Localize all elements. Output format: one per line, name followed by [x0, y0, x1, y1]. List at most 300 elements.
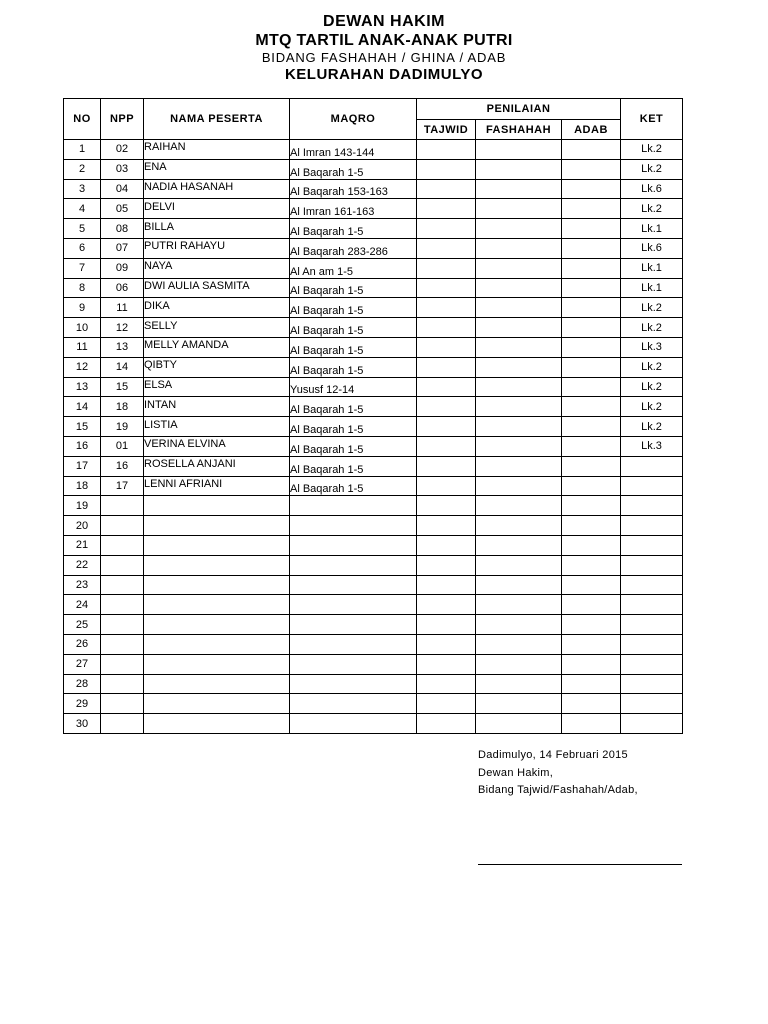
cell-npp: 04 — [101, 179, 144, 199]
participant-name: QIBTY — [144, 359, 178, 372]
cell-ket — [621, 456, 683, 476]
cell-adab — [562, 337, 621, 357]
table-row — [64, 496, 683, 516]
cell-nama — [144, 654, 290, 674]
cell-adab — [562, 357, 621, 377]
cell-fashahah — [476, 535, 562, 555]
cell-fashahah — [476, 298, 562, 318]
cell-adab — [562, 674, 621, 694]
cell-fashahah — [476, 694, 562, 714]
cell-adab — [562, 140, 621, 160]
cell-no: 30 — [64, 714, 101, 734]
cell-fashahah — [476, 318, 562, 338]
cell-ket: Lk.2 — [621, 377, 683, 397]
cell-maqro — [290, 674, 417, 694]
table-row — [64, 575, 683, 595]
cell-npp: 19 — [101, 417, 144, 437]
cell-tajwid — [417, 634, 476, 654]
participant-name: ENA — [144, 161, 167, 174]
cell-no: 23 — [64, 575, 101, 595]
participant-name: BILLA — [144, 220, 174, 233]
cell-nama — [144, 298, 290, 318]
cell-tajwid — [417, 238, 476, 258]
cell-fashahah — [476, 199, 562, 219]
cell-adab — [562, 377, 621, 397]
cell-ket: Lk.3 — [621, 337, 683, 357]
cell-adab — [562, 634, 621, 654]
header-event: MTQ TARTIL ANAK-ANAK PUTRI — [255, 32, 513, 49]
cell-nama — [144, 357, 290, 377]
cell-ket — [621, 516, 683, 536]
cell-npp — [101, 496, 144, 516]
cell-fashahah — [476, 674, 562, 694]
cell-npp — [101, 535, 144, 555]
cell-maqro — [290, 555, 417, 575]
cell-fashahah — [476, 615, 562, 635]
table-row — [64, 516, 683, 536]
cell-ket: Lk.2 — [621, 140, 683, 160]
cell-tajwid — [417, 575, 476, 595]
cell-ket — [621, 694, 683, 714]
cell-maqro — [290, 714, 417, 734]
cell-npp — [101, 634, 144, 654]
cell-tajwid — [417, 258, 476, 278]
cell-ket — [621, 654, 683, 674]
cell-no: 11 — [64, 337, 101, 357]
cell-no: 21 — [64, 535, 101, 555]
cell-no: 15 — [64, 417, 101, 437]
cell-fashahah — [476, 140, 562, 160]
table-row — [64, 357, 683, 377]
cell-adab — [562, 615, 621, 635]
cell-tajwid — [417, 298, 476, 318]
cell-tajwid — [417, 417, 476, 437]
cell-tajwid — [417, 377, 476, 397]
cell-npp: 08 — [101, 219, 144, 239]
cell-fashahah — [476, 159, 562, 179]
participant-name: INTAN — [144, 398, 177, 411]
cell-adab — [562, 199, 621, 219]
cell-tajwid — [417, 357, 476, 377]
cell-ket: Lk.2 — [621, 397, 683, 417]
cell-npp: 14 — [101, 357, 144, 377]
cell-fashahah — [476, 496, 562, 516]
cell-tajwid — [417, 694, 476, 714]
cell-npp: 12 — [101, 318, 144, 338]
cell-ket — [621, 476, 683, 496]
cell-tajwid — [417, 397, 476, 417]
cell-fashahah — [476, 575, 562, 595]
table-row — [64, 278, 683, 298]
cell-adab — [562, 456, 621, 476]
table-row — [64, 535, 683, 555]
cell-adab — [562, 496, 621, 516]
cell-tajwid — [417, 318, 476, 338]
signature-role: Dewan Hakim, — [478, 766, 554, 779]
cell-nama — [144, 476, 290, 496]
cell-nama — [144, 417, 290, 437]
cell-nama — [144, 516, 290, 536]
cell-npp — [101, 714, 144, 734]
cell-npp: 17 — [101, 476, 144, 496]
cell-adab — [562, 219, 621, 239]
cell-maqro: Yususf 12-14 — [290, 377, 417, 397]
cell-tajwid — [417, 674, 476, 694]
participant-name: RAIHAN — [144, 141, 186, 154]
cell-tajwid — [417, 555, 476, 575]
cell-no: 12 — [64, 357, 101, 377]
table-row — [64, 654, 683, 674]
col-header-fashahah: FASHAHAH — [476, 120, 562, 140]
cell-nama — [144, 179, 290, 199]
col-header-penilaian: PENILAIAN — [417, 99, 621, 120]
cell-npp — [101, 615, 144, 635]
cell-tajwid — [417, 476, 476, 496]
cell-fashahah — [476, 397, 562, 417]
cell-nama — [144, 694, 290, 714]
cell-fashahah — [476, 417, 562, 437]
cell-no: 6 — [64, 238, 101, 258]
cell-no: 27 — [64, 654, 101, 674]
participant-name: LENNI AFRIANI — [144, 477, 223, 490]
cell-adab — [562, 179, 621, 199]
table-row — [64, 476, 683, 496]
cell-maqro: Al Baqarah 283-286 — [290, 238, 417, 258]
table-row — [64, 337, 683, 357]
cell-fashahah — [476, 476, 562, 496]
cell-tajwid — [417, 140, 476, 160]
cell-ket: Lk.1 — [621, 219, 683, 239]
participant-name: ROSELLA ANJANI — [144, 458, 236, 471]
cell-maqro: Al Baqarah 1-5 — [290, 456, 417, 476]
table-row — [64, 219, 683, 239]
cell-maqro — [290, 595, 417, 615]
cell-nama — [144, 337, 290, 357]
cell-nama — [144, 634, 290, 654]
cell-fashahah — [476, 516, 562, 536]
header-title: DEWAN HAKIM — [323, 13, 445, 30]
cell-fashahah — [476, 219, 562, 239]
signature-place-date: Dadimulyo, 14 Februari 2015 — [478, 749, 628, 761]
cell-adab — [562, 258, 621, 278]
participant-name: NADIA HASANAH — [144, 180, 234, 193]
signature-line — [478, 864, 682, 865]
cell-fashahah — [476, 238, 562, 258]
cell-fashahah — [476, 654, 562, 674]
cell-ket: Lk.2 — [621, 417, 683, 437]
table-row — [64, 298, 683, 318]
cell-nama — [144, 615, 290, 635]
cell-npp — [101, 654, 144, 674]
col-header-tajwid: TAJWID — [417, 120, 476, 140]
cell-npp: 15 — [101, 377, 144, 397]
cell-maqro: Al Baqarah 1-5 — [290, 219, 417, 239]
cell-nama — [144, 238, 290, 258]
participant-name: NAYA — [144, 260, 173, 273]
cell-maqro: Al Baqarah 1-5 — [290, 298, 417, 318]
table-row — [64, 694, 683, 714]
table-row — [64, 397, 683, 417]
cell-npp — [101, 595, 144, 615]
cell-no: 24 — [64, 595, 101, 615]
cell-maqro: Al Baqarah 1-5 — [290, 337, 417, 357]
cell-npp: 09 — [101, 258, 144, 278]
cell-no: 20 — [64, 516, 101, 536]
cell-no: 25 — [64, 615, 101, 635]
cell-adab — [562, 298, 621, 318]
cell-ket: Lk.2 — [621, 159, 683, 179]
cell-tajwid — [417, 714, 476, 734]
table-body — [64, 140, 683, 734]
cell-npp: 16 — [101, 456, 144, 476]
cell-adab — [562, 595, 621, 615]
cell-maqro: Al Baqarah 1-5 — [290, 417, 417, 437]
col-header-nama: NAMA PESERTA — [144, 99, 290, 140]
cell-maqro: Al Baqarah 1-5 — [290, 357, 417, 377]
col-header-npp: NPP — [101, 99, 144, 140]
cell-npp: 07 — [101, 238, 144, 258]
cell-npp — [101, 575, 144, 595]
cell-tajwid — [417, 615, 476, 635]
participant-name: PUTRI RAHAYU — [144, 240, 226, 253]
cell-npp: 11 — [101, 298, 144, 318]
signature-block — [478, 747, 638, 800]
cell-maqro: Al Baqarah 1-5 — [290, 159, 417, 179]
cell-no: 4 — [64, 199, 101, 219]
table-row — [64, 238, 683, 258]
cell-ket — [621, 496, 683, 516]
table-row — [64, 634, 683, 654]
table-row — [64, 436, 683, 456]
cell-nama — [144, 456, 290, 476]
cell-npp: 06 — [101, 278, 144, 298]
cell-npp: 02 — [101, 140, 144, 160]
cell-tajwid — [417, 337, 476, 357]
cell-adab — [562, 417, 621, 437]
cell-maqro: Al Baqarah 1-5 — [290, 397, 417, 417]
table-row — [64, 179, 683, 199]
cell-tajwid — [417, 595, 476, 615]
cell-no: 18 — [64, 476, 101, 496]
cell-nama — [144, 159, 290, 179]
cell-maqro: Al Imran 143-144 — [290, 140, 417, 160]
cell-ket — [621, 615, 683, 635]
cell-maqro — [290, 654, 417, 674]
cell-ket — [621, 674, 683, 694]
cell-nama — [144, 595, 290, 615]
cell-ket: Lk.6 — [621, 238, 683, 258]
cell-nama — [144, 219, 290, 239]
cell-fashahah — [476, 337, 562, 357]
table-row — [64, 615, 683, 635]
table-row — [64, 159, 683, 179]
cell-adab — [562, 159, 621, 179]
table-row — [64, 595, 683, 615]
cell-adab — [562, 654, 621, 674]
cell-ket — [621, 555, 683, 575]
cell-ket — [621, 535, 683, 555]
table-row — [64, 714, 683, 734]
cell-adab — [562, 575, 621, 595]
score-table — [63, 98, 683, 734]
cell-ket: Lk.2 — [621, 357, 683, 377]
cell-ket: Lk.2 — [621, 318, 683, 338]
cell-no: 29 — [64, 694, 101, 714]
cell-adab — [562, 397, 621, 417]
cell-npp: 05 — [101, 199, 144, 219]
participant-name: MELLY AMANDA — [144, 339, 229, 352]
cell-ket — [621, 634, 683, 654]
cell-no: 22 — [64, 555, 101, 575]
cell-ket: Lk.1 — [621, 258, 683, 278]
col-header-adab: ADAB — [562, 120, 621, 140]
cell-no: 16 — [64, 436, 101, 456]
cell-ket — [621, 714, 683, 734]
cell-fashahah — [476, 714, 562, 734]
cell-maqro: Al Baqarah 1-5 — [290, 436, 417, 456]
cell-nama — [144, 575, 290, 595]
cell-no: 19 — [64, 496, 101, 516]
cell-adab — [562, 436, 621, 456]
cell-nama — [144, 199, 290, 219]
cell-fashahah — [476, 456, 562, 476]
cell-nama — [144, 397, 290, 417]
cell-ket: Lk.1 — [621, 278, 683, 298]
cell-no: 7 — [64, 258, 101, 278]
participant-name: ELSA — [144, 378, 173, 391]
table-row — [64, 318, 683, 338]
cell-adab — [562, 318, 621, 338]
cell-maqro: Al An am 1-5 — [290, 258, 417, 278]
cell-adab — [562, 516, 621, 536]
document-header — [0, 14, 768, 85]
cell-npp — [101, 694, 144, 714]
cell-maqro — [290, 694, 417, 714]
participant-name: DELVI — [144, 200, 175, 213]
table-row — [64, 140, 683, 160]
participant-name: VERINA ELVINA — [144, 438, 226, 451]
cell-maqro — [290, 615, 417, 635]
cell-no: 17 — [64, 456, 101, 476]
cell-maqro: Al Baqarah 1-5 — [290, 476, 417, 496]
cell-ket — [621, 595, 683, 615]
header-field: BIDANG FASHAHAH / GHINA / ADAB — [261, 50, 507, 65]
participant-name: DWI AULIA SASMITA — [144, 279, 250, 292]
cell-maqro — [290, 634, 417, 654]
cell-npp: 01 — [101, 436, 144, 456]
cell-nama — [144, 674, 290, 694]
cell-tajwid — [417, 219, 476, 239]
participant-name: DIKA — [144, 299, 170, 312]
cell-no: 13 — [64, 377, 101, 397]
cell-tajwid — [417, 436, 476, 456]
header-location: KELURAHAN DADIMULYO — [284, 66, 484, 83]
cell-fashahah — [476, 436, 562, 456]
cell-ket: Lk.3 — [621, 436, 683, 456]
participant-name: LISTIA — [144, 418, 178, 431]
cell-no: 14 — [64, 397, 101, 417]
table-row — [64, 258, 683, 278]
cell-fashahah — [476, 634, 562, 654]
table-header-row — [64, 99, 683, 120]
cell-tajwid — [417, 535, 476, 555]
cell-maqro: Al Baqarah 1-5 — [290, 278, 417, 298]
cell-no: 5 — [64, 219, 101, 239]
cell-maqro: Al Baqarah 153-163 — [290, 179, 417, 199]
cell-npp — [101, 516, 144, 536]
cell-fashahah — [476, 179, 562, 199]
cell-no: 28 — [64, 674, 101, 694]
cell-npp: 18 — [101, 397, 144, 417]
cell-fashahah — [476, 278, 562, 298]
table-row — [64, 555, 683, 575]
cell-adab — [562, 238, 621, 258]
cell-tajwid — [417, 654, 476, 674]
cell-no: 2 — [64, 159, 101, 179]
table-row — [64, 674, 683, 694]
cell-no: 8 — [64, 278, 101, 298]
col-header-ket: KET — [621, 99, 683, 140]
cell-npp — [101, 674, 144, 694]
cell-nama — [144, 555, 290, 575]
col-header-maqro: MAQRO — [290, 99, 417, 140]
cell-tajwid — [417, 278, 476, 298]
cell-adab — [562, 555, 621, 575]
cell-no: 1 — [64, 140, 101, 160]
cell-ket: Lk.2 — [621, 199, 683, 219]
cell-maqro — [290, 516, 417, 536]
cell-nama — [144, 278, 290, 298]
signature-field: Bidang Tajwid/Fashahah/Adab, — [478, 784, 638, 796]
cell-fashahah — [476, 258, 562, 278]
cell-maqro — [290, 575, 417, 595]
cell-npp — [101, 555, 144, 575]
cell-fashahah — [476, 555, 562, 575]
cell-adab — [562, 278, 621, 298]
cell-maqro — [290, 535, 417, 555]
cell-maqro — [290, 496, 417, 516]
cell-nama — [144, 714, 290, 734]
cell-fashahah — [476, 357, 562, 377]
cell-adab — [562, 694, 621, 714]
cell-maqro: Al Imran 161-163 — [290, 199, 417, 219]
cell-tajwid — [417, 159, 476, 179]
cell-adab — [562, 476, 621, 496]
cell-tajwid — [417, 516, 476, 536]
cell-tajwid — [417, 496, 476, 516]
cell-nama — [144, 496, 290, 516]
table-row — [64, 456, 683, 476]
cell-ket: Lk.2 — [621, 298, 683, 318]
cell-nama — [144, 318, 290, 338]
participant-name: SELLY — [144, 319, 178, 332]
cell-no: 10 — [64, 318, 101, 338]
cell-tajwid — [417, 456, 476, 476]
cell-nama — [144, 258, 290, 278]
col-header-no: NO — [64, 99, 101, 140]
cell-ket: Lk.6 — [621, 179, 683, 199]
cell-ket — [621, 575, 683, 595]
table-row — [64, 417, 683, 437]
cell-fashahah — [476, 595, 562, 615]
cell-adab — [562, 535, 621, 555]
cell-npp: 13 — [101, 337, 144, 357]
table-row — [64, 377, 683, 397]
cell-adab — [562, 714, 621, 734]
cell-no: 3 — [64, 179, 101, 199]
cell-fashahah — [476, 377, 562, 397]
cell-tajwid — [417, 179, 476, 199]
